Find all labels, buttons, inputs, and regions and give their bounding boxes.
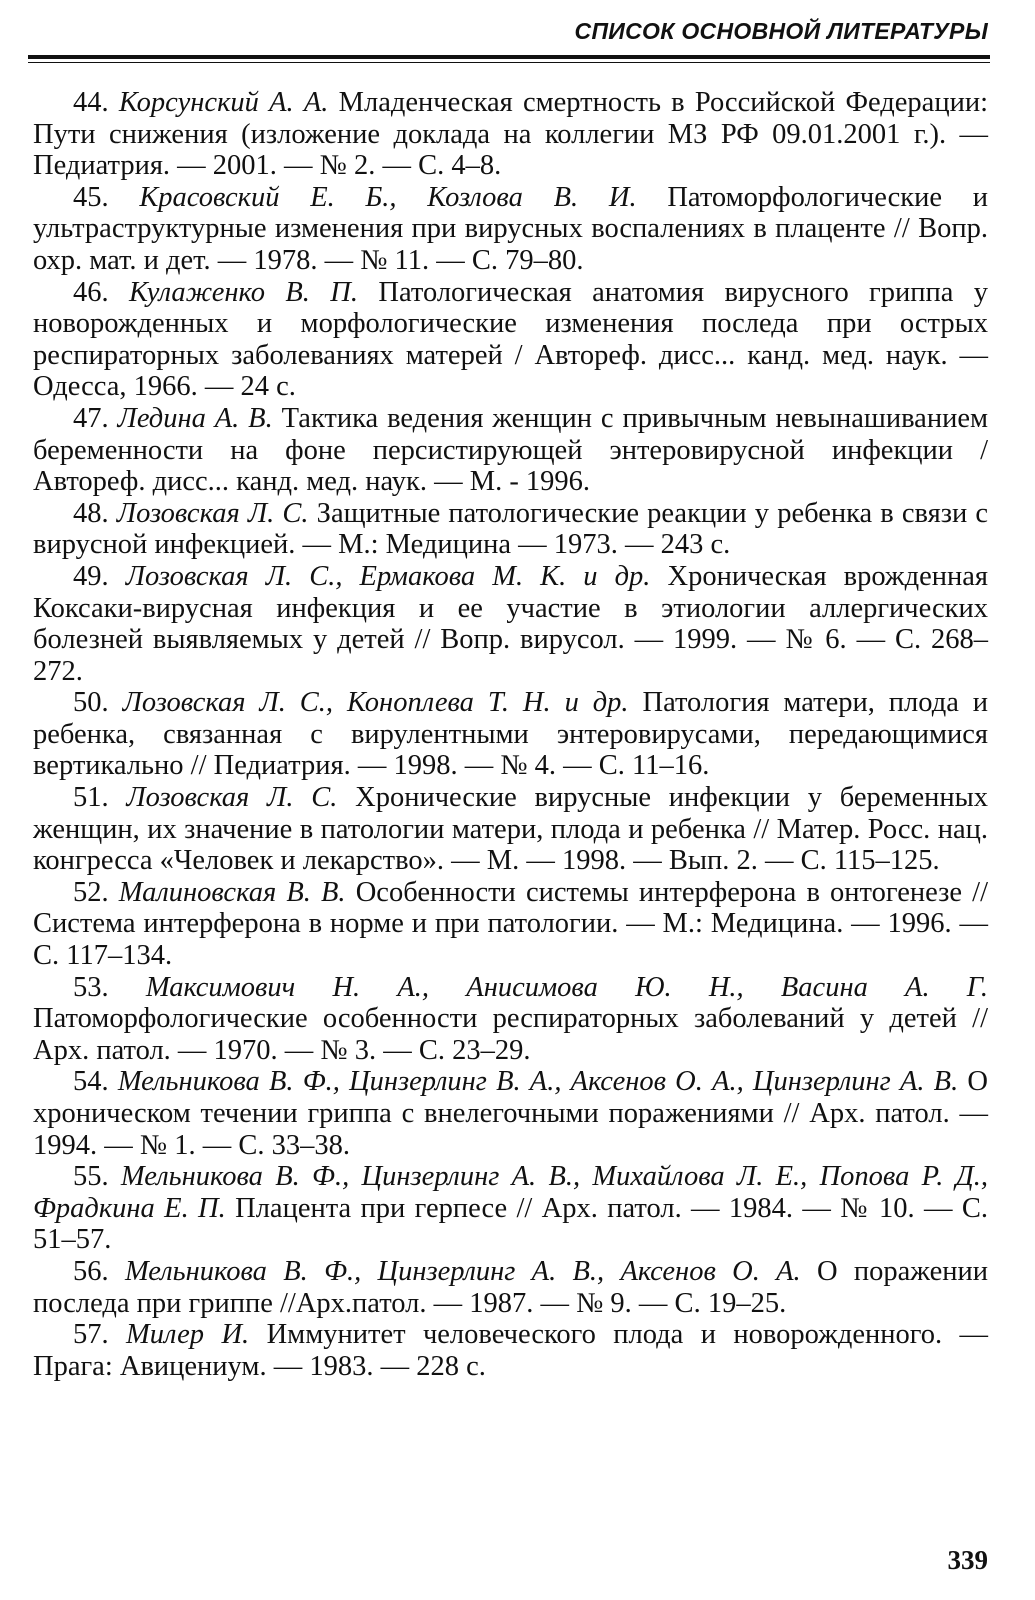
reference-item: [33, 498, 988, 561]
reference-text: Хронические вирусные инфекции у беременных женщин, их значение в патологии матери, плода и ребенка // Матер. Росс. нац. конгресса «Человек и лекарство». — М. — 1998. — Вып. 2. — С. 115–125.: [33, 782, 989, 877]
header-rule-thin: [28, 62, 990, 63]
reference-item: [33, 972, 988, 1067]
reference-number: 53.: [73, 971, 109, 1003]
reference-text: Младенческая смертность в Российской Федерации: Пути снижения (изложение доклада на коллегии МЗ РФ 09.01.2001 г.). — Педиатрия. — 2001. — № 2. — С. 4–8.: [33, 87, 989, 182]
reference-number: 54.: [73, 1066, 109, 1098]
reference-text: О хроническом течении гриппа с внелегочными поражениями // Арх. патол. — 1994. — № 1. — С. 33–38.: [33, 1066, 988, 1161]
reference-authors: Мельникова В. Ф., Цинзерлинг А. В., Аксенов О. А.: [124, 1255, 801, 1287]
reference-number: 52.: [73, 876, 109, 908]
reference-authors: Лозовская Л. С.: [126, 782, 338, 814]
reference-number: 49.: [73, 560, 109, 592]
reference-text: Иммунитет человеческого плода и новорожденного. — Прага: Авицениум. — 1983. — 228 с.: [33, 1319, 989, 1382]
reference-item: [33, 782, 988, 877]
reference-number: 55.: [73, 1161, 109, 1193]
reference-item: [33, 877, 988, 972]
reference-authors: Мельникова В. Ф., Цинзерлинг А. В., Михайлова Л. Е., Попова Р. Д., Фрадкина Е. П.: [33, 1161, 989, 1224]
reference-number: 56.: [73, 1255, 109, 1287]
reference-number: 44.: [73, 87, 109, 118]
reference-item: [33, 1066, 988, 1161]
page-number: 339: [947, 1545, 988, 1575]
reference-text: Особенности системы интерферона в онтогенезе // Система интерферона в норме и при патологии. — М.: Медицина. — 1996. — С. 117–134.: [33, 876, 988, 972]
reference-text: Тактика ведения женщин с привычным невынашиванием беременности на фоне персистирующей энтеровирусной инфекции / Автореф. дисс... канд. мед. наук. — М. - 1996.: [33, 402, 989, 498]
reference-text: Защитные патологические реакции у ребенка в связи с вирусной инфекцией. — М.: Медицина — 1973. — 243 с.: [33, 497, 989, 561]
running-head: СПИСОК ОСНОВНОЙ ЛИТЕРАТУРЫ: [574, 18, 988, 44]
reference-number: 50.: [73, 687, 109, 719]
reference-item: [33, 182, 988, 277]
reference-authors: Корсунский А. А.: [118, 87, 329, 118]
reference-authors: Лозовская Л. С.: [116, 497, 309, 529]
reference-number: 51.: [73, 782, 109, 814]
reference-text: О поражении последа при гриппе //Арх.патол. — 1987. — № 9. — С. 19–25.: [33, 1255, 988, 1319]
reference-number: 57.: [73, 1319, 109, 1351]
header-rule-thick: [28, 55, 990, 59]
reference-authors: Максимович Н. А., Анисимова Ю. Н., Васина А. Г.: [145, 971, 989, 1003]
reference-authors: Лозовская Л. С., Ермакова М. К. и др.: [125, 560, 651, 592]
reference-text: Хроническая врожденная Коксаки-вирусная инфекция и ее участие в этиологии аллергических болезней выявляемых у детей // Вопр. вирусол. — 1999. — № 6. — С. 268–272.: [33, 560, 989, 687]
reference-text: Патология матери, плода и ребенка, связанная с вирулентными энтеровирусами, передающимися вертикально // Педиатрия. — 1998. — № 4. — С. 11–16.: [33, 687, 989, 782]
reference-authors: Милер И.: [126, 1319, 250, 1351]
reference-authors: Лозовская Л. С., Коноплева Т. Н. и др.: [122, 687, 629, 719]
reference-item: [33, 1256, 988, 1319]
reference-number: 45.: [73, 181, 109, 213]
reference-item: [33, 87, 988, 182]
reference-item: [33, 277, 988, 403]
reference-authors: Красовский Е. Б., Козлова В. И.: [139, 181, 637, 213]
reference-authors: Кулаженко В. П.: [129, 276, 358, 308]
reference-item: [33, 687, 988, 782]
reference-text: Плацента при герпесе // Арх. патол. — 1984. — № 10. — С. 51–57.: [33, 1192, 988, 1256]
reference-text: Патологическая анатомия вирусного гриппа у новорожденных и морфологические изменения последа при острых респираторных заболеваниях матерей / Автореф. дисс... канд. мед. наук. — Одесса, 1966. — 24 с.: [33, 276, 989, 403]
reference-number: 47.: [73, 402, 109, 434]
reference-item: [33, 1161, 988, 1256]
reference-number: 48.: [73, 497, 109, 529]
reference-number: 46.: [73, 276, 109, 308]
reference-authors: Мельникова В. Ф., Цинзерлинг В. А., Аксенов О. А., Цинзерлинг А. В.: [117, 1066, 959, 1098]
reference-list: [33, 87, 988, 1382]
reference-authors: Малиновская В. В.: [118, 876, 346, 908]
reference-item: [33, 561, 988, 687]
reference-text: Патоморфологические особенности респираторных заболеваний у детей // Арх. патол. — 1970. — № 3. — С. 23–29.: [33, 1003, 988, 1066]
reference-authors: Ледина А. В.: [117, 402, 273, 434]
reference-item: [33, 1319, 988, 1382]
reference-text: Патоморфологические и ультраструктурные изменения при вирусных воспалениях в плаценте // Вопр. охр. мат. и дет. — 1978. — № 11. — С. 79–80.: [33, 181, 988, 276]
reference-item: [33, 403, 988, 498]
